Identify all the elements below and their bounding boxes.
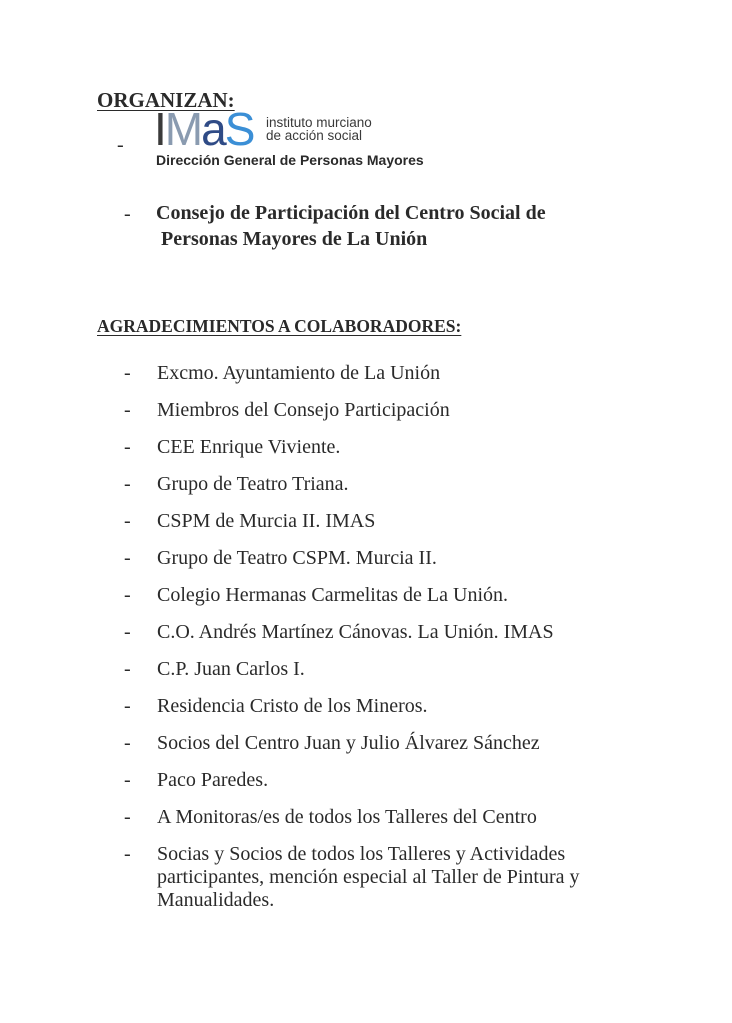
list-dash: - — [124, 621, 131, 643]
consejo-organizer — [156, 200, 656, 252]
collaborator-text: Grupo de Teatro CSPM. Murcia II. — [157, 547, 437, 569]
logo-tagline — [266, 116, 372, 142]
collaborator-text: Miembros del Consejo Participación — [157, 399, 450, 421]
list-dash: - — [124, 769, 131, 791]
collaborator-text: Grupo de Teatro Triana. — [157, 473, 349, 495]
list-dash: - — [124, 362, 131, 384]
collaborator-item — [124, 547, 684, 570]
list-dash: - — [124, 695, 131, 717]
collaborator-text: CSPM de Murcia II. IMAS — [157, 510, 376, 532]
logo-letter-i: I — [154, 103, 165, 155]
consejo-line2: Personas Mayores de La Unión — [161, 228, 428, 250]
collaborator-text: C.O. Andrés Martínez Cánovas. La Unión. IMAS — [157, 621, 554, 643]
logo-letter-m: M — [164, 103, 202, 155]
collaborator-item — [124, 362, 684, 385]
list-dash: - — [124, 473, 131, 495]
collaborator-item — [124, 436, 684, 459]
collaborator-item — [124, 732, 684, 755]
list-dash: - — [124, 510, 131, 532]
logo-letter-s: S — [224, 103, 254, 155]
logo-letter-a: a — [201, 103, 225, 155]
list-dash: - — [124, 547, 131, 569]
collaborator-item — [124, 658, 684, 681]
collaborator-text: Colegio Hermanas Carmelitas de La Unión. — [157, 584, 509, 606]
collaborator-item — [124, 806, 684, 829]
collaborator-item — [124, 695, 684, 718]
agradecimientos-heading: AGRADECIMIENTOS A COLABORADORES: — [97, 316, 462, 336]
list-dash: - — [124, 806, 131, 828]
logo-tagline-line2: de acción social — [266, 128, 363, 143]
collaborator-text: CEE Enrique Viviente. — [157, 436, 341, 458]
list-dash: - — [124, 658, 131, 680]
collaborators-list — [124, 362, 684, 926]
collaborator-text: Paco Paredes. — [157, 769, 269, 791]
collaborator-text: C.P. Juan Carlos I. — [157, 658, 305, 680]
collaborator-text: A Monitoras/es de todos los Talleres del Centro — [157, 806, 537, 828]
collaborator-item — [124, 510, 684, 533]
collaborator-text: Socios del Centro Juan y Julio Álvarez Sánchez — [157, 732, 540, 754]
organizan-heading: ORGANIZAN: — [97, 88, 235, 112]
list-dash: - — [124, 843, 131, 865]
logo-subtitle: Dirección General de Personas Mayores — [156, 152, 424, 168]
collaborator-text: Excmo. Ayuntamiento de La Unión — [157, 362, 441, 384]
collaborator-text: Residencia Cristo de los Mineros. — [157, 695, 428, 717]
list-dash: - — [117, 134, 124, 156]
imas-logo-mark — [154, 103, 254, 155]
collaborator-item — [124, 399, 684, 422]
list-dash: - — [124, 584, 131, 606]
consejo-line1: Consejo de Participación del Centro Social de — [156, 202, 546, 224]
list-dash: - — [124, 399, 131, 421]
logo-tagline-line1: instituto murciano — [266, 115, 372, 130]
list-dash: - — [124, 732, 131, 754]
collaborator-item — [124, 621, 684, 644]
collaborator-item — [124, 843, 684, 912]
collaborator-item — [124, 584, 684, 607]
imas-logo — [154, 103, 494, 172]
collaborator-text: Socias y Socios de todos los Talleres y Actividades participantes, mención especial al Taller de Pintura y Manualidades. — [157, 843, 580, 911]
collaborator-item — [124, 473, 684, 496]
collaborator-item — [124, 769, 684, 792]
list-dash: - — [124, 436, 131, 458]
list-dash: - — [124, 203, 131, 225]
